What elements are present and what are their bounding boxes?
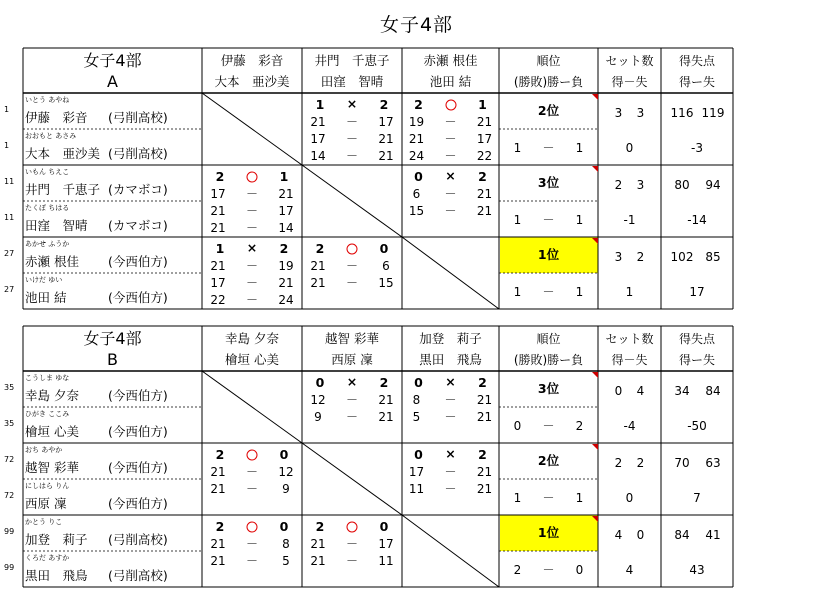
match-sets-lost: 0 xyxy=(379,241,389,256)
sets-diff: -1 xyxy=(623,213,636,227)
match-sets-won: 1 xyxy=(215,241,225,256)
game-score-for: 12 xyxy=(310,393,326,407)
match-sets-lost: 0 xyxy=(279,519,289,534)
game-dash: － xyxy=(444,132,457,146)
points-for: 116 xyxy=(670,106,694,120)
player-club: (カマボコ) xyxy=(108,218,168,233)
game-dash: － xyxy=(345,132,359,146)
player-number: 27 xyxy=(4,285,15,294)
sets-for: 2 xyxy=(614,178,623,192)
game-score-against: 17 xyxy=(278,204,294,218)
player-name: 井門 千恵子 xyxy=(25,182,101,197)
match-sets-lost: 2 xyxy=(279,241,289,256)
player-name: 西原 凜 xyxy=(25,496,67,511)
record-wins: 1 xyxy=(513,491,522,505)
player-number: 11 xyxy=(4,213,15,222)
player-number: 1 xyxy=(4,141,10,150)
game-dash: － xyxy=(345,393,359,407)
column-player-bottom: 田窪 智晴 xyxy=(320,74,384,89)
game-dash: － xyxy=(444,204,457,218)
player-club: (今西伯方) xyxy=(108,254,168,269)
rank-value: 1位 xyxy=(537,247,560,262)
group-label: 女子4部 xyxy=(83,51,142,70)
game-score-against: 22 xyxy=(476,149,493,163)
points-diff: -50 xyxy=(687,419,707,433)
sets-for: 3 xyxy=(614,250,623,264)
player-number: 99 xyxy=(4,563,15,572)
match-sets-won: 2 xyxy=(315,519,325,534)
player-reading: こうしま ゆな xyxy=(25,374,70,382)
game-score-for: 21 xyxy=(408,132,425,146)
player-reading: あかせ ふうか xyxy=(25,240,70,248)
game-score-for: 8 xyxy=(412,393,421,407)
sets-for: 2 xyxy=(614,456,623,470)
points-header: 得失点 xyxy=(678,54,716,68)
player-reading: いけだ ゆい xyxy=(25,276,63,284)
game-dash: － xyxy=(245,276,259,290)
points-subheader: 得ー失 xyxy=(678,353,716,367)
game-score-for: 19 xyxy=(408,115,425,129)
rank-value: 3位 xyxy=(537,175,560,190)
sets-diff: 0 xyxy=(625,141,634,155)
pool-letter: B xyxy=(107,350,118,369)
game-dash: － xyxy=(245,554,259,568)
match-sets-lost: 2 xyxy=(478,447,487,462)
column-player-bottom: 黒田 飛鳥 xyxy=(419,352,482,367)
game-score-against: 17 xyxy=(378,115,394,129)
game-score-against: 21 xyxy=(476,115,493,129)
points-diff: 17 xyxy=(689,285,705,299)
game-score-for: 21 xyxy=(210,482,226,496)
player-reading: たくぼ ちはる xyxy=(25,204,70,212)
player-reading: いもん ちえこ xyxy=(25,168,70,176)
player-club: (弓削高校) xyxy=(108,146,168,161)
pool-letter: A xyxy=(107,72,118,91)
game-score-for: 17 xyxy=(408,465,425,479)
rank-value: 3位 xyxy=(537,381,560,396)
player-name: 伊藤 彩音 xyxy=(25,110,88,125)
player-reading: かとう りこ xyxy=(25,518,63,526)
player-reading: いとう あやね xyxy=(25,96,70,104)
match-sets-won: 2 xyxy=(215,169,225,184)
player-number: 27 xyxy=(4,249,15,258)
page-title: 女子4部 xyxy=(379,14,454,36)
player-club: (弓削高校) xyxy=(108,568,168,583)
points-subheader: 得ー失 xyxy=(678,75,716,89)
game-dash: － xyxy=(345,259,359,273)
player-name: 加登 莉子 xyxy=(25,532,88,547)
sets-against: 2 xyxy=(636,250,645,264)
points-for: 80 xyxy=(674,178,690,192)
self-match-diagonal xyxy=(302,443,402,515)
points-header: 得失点 xyxy=(678,332,716,346)
rank-subheader: (勝敗)勝ー負 xyxy=(513,353,584,367)
record-losses: 2 xyxy=(575,419,584,433)
game-score-against: 21 xyxy=(476,187,493,201)
column-player-bottom: 池田 結 xyxy=(429,74,472,89)
win-circle-mark xyxy=(247,522,258,533)
game-score-against: 21 xyxy=(378,149,394,163)
match-sets-lost: 1 xyxy=(279,169,289,184)
comment-marker xyxy=(592,516,598,522)
player-number: 35 xyxy=(4,383,15,392)
game-score-for: 21 xyxy=(310,259,326,273)
player-club: (今西伯方) xyxy=(108,424,168,439)
player-club: (今西伯方) xyxy=(108,496,168,511)
game-score-for: 21 xyxy=(210,537,226,551)
game-dash: － xyxy=(444,482,457,496)
player-number: 72 xyxy=(4,491,15,500)
player-club: (今西伯方) xyxy=(108,290,168,305)
game-score-against: 14 xyxy=(278,221,294,235)
player-name: 池田 結 xyxy=(25,290,67,305)
game-dash: － xyxy=(444,410,457,424)
game-score-for: 21 xyxy=(210,259,226,273)
group-label: 女子4部 xyxy=(83,329,142,348)
player-name: 黒田 飛鳥 xyxy=(25,568,88,583)
points-diff: 7 xyxy=(693,491,701,505)
points-against: 85 xyxy=(705,250,721,264)
points-against: 94 xyxy=(705,178,721,192)
game-score-against: 8 xyxy=(282,537,290,551)
points-for: 84 xyxy=(674,528,690,542)
record-dash: － xyxy=(542,213,555,227)
game-score-against: 21 xyxy=(476,465,493,479)
player-name: 檜垣 心美 xyxy=(25,424,79,439)
game-score-for: 5 xyxy=(412,410,421,424)
sets-subheader: 得－失 xyxy=(611,75,648,89)
comment-marker xyxy=(592,444,598,450)
rank-value: 2位 xyxy=(537,103,560,118)
sets-against: 0 xyxy=(636,528,645,542)
player-name: 大本 亜沙美 xyxy=(25,146,101,161)
game-score-for: 21 xyxy=(310,554,326,568)
game-score-against: 24 xyxy=(278,293,294,307)
game-dash: － xyxy=(444,187,457,201)
column-player-bottom: 檜垣 心美 xyxy=(225,352,279,367)
game-score-against: 21 xyxy=(378,410,394,424)
game-score-against: 11 xyxy=(378,554,394,568)
sets-diff: 1 xyxy=(625,285,634,299)
game-score-against: 19 xyxy=(278,259,294,273)
loss-cross-mark: × xyxy=(346,374,358,389)
loss-cross-mark: × xyxy=(445,168,456,183)
game-score-for: 6 xyxy=(412,187,421,201)
match-sets-won: 2 xyxy=(215,447,225,462)
record-losses: 0 xyxy=(575,563,584,577)
game-score-against: 9 xyxy=(282,482,290,496)
game-score-for: 21 xyxy=(210,204,226,218)
record-losses: 1 xyxy=(575,285,584,299)
player-number: 1 xyxy=(4,105,10,114)
win-circle-mark xyxy=(347,522,358,533)
points-diff: -14 xyxy=(687,213,707,227)
record-dash: － xyxy=(542,491,555,505)
self-match-diagonal xyxy=(202,371,302,443)
game-score-against: 21 xyxy=(476,393,493,407)
player-club: (今西伯方) xyxy=(108,460,168,475)
match-sets-lost: 2 xyxy=(379,375,389,390)
match-sets-won: 0 xyxy=(414,169,423,184)
game-score-against: 21 xyxy=(476,204,493,218)
game-score-for: 21 xyxy=(310,537,326,551)
points-against: 84 xyxy=(705,384,721,398)
loss-cross-mark: × xyxy=(445,374,456,389)
game-score-against: 6 xyxy=(382,259,390,273)
sets-for: 0 xyxy=(614,384,623,398)
sets-against: 3 xyxy=(636,178,645,192)
player-reading: くろだ あすか xyxy=(25,554,70,562)
rank-value: 1位 xyxy=(537,525,560,540)
rank-header: 順位 xyxy=(536,332,561,346)
match-sets-lost: 2 xyxy=(379,97,389,112)
player-number: 11 xyxy=(4,177,15,186)
match-sets-won: 2 xyxy=(215,519,225,534)
sets-for: 4 xyxy=(614,528,623,542)
game-score-for: 15 xyxy=(408,204,425,218)
match-sets-won: 0 xyxy=(414,447,423,462)
player-number: 35 xyxy=(4,419,15,428)
game-score-against: 21 xyxy=(378,132,394,146)
game-score-for: 21 xyxy=(210,221,226,235)
game-score-for: 17 xyxy=(210,187,226,201)
rank-header: 順位 xyxy=(536,54,561,68)
points-for: 34 xyxy=(674,384,690,398)
player-club: (弓削高校) xyxy=(108,532,168,547)
game-score-against: 21 xyxy=(476,410,493,424)
rank-value: 2位 xyxy=(537,453,560,468)
player-name: 幸島 夕奈 xyxy=(25,388,79,403)
points-against: 41 xyxy=(705,528,721,542)
column-player-top: 幸島 夕奈 xyxy=(225,331,279,346)
game-score-against: 21 xyxy=(476,482,493,496)
sets-header: セット数 xyxy=(605,54,654,68)
match-sets-lost: 0 xyxy=(379,519,389,534)
sets-for: 3 xyxy=(614,106,623,120)
loss-cross-mark: × xyxy=(346,96,358,111)
player-reading: おおもと あさみ xyxy=(25,132,77,140)
game-dash: － xyxy=(345,276,359,290)
record-dash: － xyxy=(542,419,555,433)
column-player-top: 伊藤 彩音 xyxy=(220,53,284,68)
game-dash: － xyxy=(245,259,259,273)
match-sets-won: 2 xyxy=(315,241,325,256)
game-score-for: 21 xyxy=(210,554,226,568)
win-circle-mark xyxy=(247,450,258,461)
player-club: (カマボコ) xyxy=(108,182,168,197)
game-dash: － xyxy=(444,465,457,479)
player-number: 72 xyxy=(4,455,15,464)
game-dash: － xyxy=(444,115,457,129)
game-score-for: 17 xyxy=(310,132,326,146)
loss-cross-mark: × xyxy=(445,446,456,461)
game-dash: － xyxy=(345,537,359,551)
game-score-for: 21 xyxy=(310,115,326,129)
rank-subheader: (勝敗)勝ー負 xyxy=(513,75,584,89)
comment-marker xyxy=(592,372,598,378)
game-score-for: 21 xyxy=(310,276,326,290)
record-losses: 1 xyxy=(575,141,584,155)
record-wins: 1 xyxy=(513,141,522,155)
game-dash: － xyxy=(245,187,259,201)
match-sets-won: 0 xyxy=(414,375,423,390)
game-dash: － xyxy=(345,115,359,129)
column-player-top: 越智 彩華 xyxy=(325,331,379,346)
points-diff: -3 xyxy=(691,141,703,155)
sets-subheader: 得－失 xyxy=(611,353,648,367)
column-player-bottom: 大本 亜沙美 xyxy=(214,74,290,89)
points-for: 102 xyxy=(670,250,694,264)
game-score-for: 21 xyxy=(210,465,226,479)
game-score-against: 5 xyxy=(282,554,290,568)
game-dash: － xyxy=(245,204,259,218)
match-sets-lost: 2 xyxy=(478,375,487,390)
loss-cross-mark: × xyxy=(246,240,258,255)
points-for: 70 xyxy=(674,456,690,470)
record-wins: 2 xyxy=(513,563,522,577)
game-dash: － xyxy=(444,149,457,163)
points-against: 119 xyxy=(701,106,725,120)
player-reading: にしはら りん xyxy=(25,482,70,490)
column-player-top: 加登 莉子 xyxy=(419,331,482,346)
record-dash: － xyxy=(542,141,555,155)
sets-against: 2 xyxy=(636,456,645,470)
player-name: 赤瀬 根佳 xyxy=(25,254,79,269)
player-number: 99 xyxy=(4,527,15,536)
sets-header: セット数 xyxy=(605,332,654,346)
record-dash: － xyxy=(542,563,555,577)
player-reading: おち あやか xyxy=(25,446,63,454)
column-player-bottom: 西原 凜 xyxy=(331,352,373,367)
sets-against: 3 xyxy=(636,106,645,120)
game-dash: － xyxy=(245,221,259,235)
game-dash: － xyxy=(245,482,259,496)
match-sets-won: 0 xyxy=(315,375,325,390)
record-wins: 0 xyxy=(513,419,522,433)
sets-diff: -4 xyxy=(623,419,636,433)
game-score-against: 21 xyxy=(378,393,394,407)
game-score-for: 11 xyxy=(408,482,425,496)
game-score-against: 21 xyxy=(278,187,294,201)
game-score-against: 15 xyxy=(378,276,394,290)
points-against: 63 xyxy=(705,456,721,470)
player-club: (今西伯方) xyxy=(108,388,168,403)
match-sets-won: 2 xyxy=(414,97,423,112)
player-club: (弓削高校) xyxy=(108,110,168,125)
player-reading: ひがき ここみ xyxy=(25,410,70,418)
column-player-top: 赤瀬 根佳 xyxy=(423,53,478,68)
column-player-top: 井門 千恵子 xyxy=(314,53,390,68)
match-sets-lost: 1 xyxy=(478,97,487,112)
match-sets-lost: 0 xyxy=(279,447,289,462)
sets-against: 4 xyxy=(636,384,645,398)
match-sets-won: 1 xyxy=(315,97,325,112)
record-losses: 1 xyxy=(575,491,584,505)
game-score-against: 17 xyxy=(476,132,493,146)
self-match-diagonal xyxy=(402,515,499,587)
game-score-against: 21 xyxy=(278,276,294,290)
sets-diff: 4 xyxy=(625,563,634,577)
game-score-for: 9 xyxy=(314,410,322,424)
record-losses: 1 xyxy=(575,213,584,227)
game-dash: － xyxy=(245,537,259,551)
game-dash: － xyxy=(345,554,359,568)
player-name: 越智 彩華 xyxy=(25,460,79,475)
match-sets-lost: 2 xyxy=(478,169,487,184)
record-wins: 1 xyxy=(513,213,522,227)
game-score-against: 12 xyxy=(278,465,294,479)
game-dash: － xyxy=(444,393,457,407)
points-diff: 43 xyxy=(689,563,705,577)
record-wins: 1 xyxy=(513,285,522,299)
game-score-for: 24 xyxy=(408,149,425,163)
game-score-against: 17 xyxy=(378,537,394,551)
game-dash: － xyxy=(345,149,359,163)
game-dash: － xyxy=(245,465,259,479)
game-score-for: 14 xyxy=(310,149,326,163)
game-score-for: 17 xyxy=(210,276,226,290)
game-score-for: 22 xyxy=(210,293,226,307)
game-dash: － xyxy=(245,293,259,307)
game-dash: － xyxy=(345,410,359,424)
player-name: 田窪 智晴 xyxy=(25,218,88,233)
record-dash: － xyxy=(542,285,555,299)
sets-diff: 0 xyxy=(625,491,634,505)
